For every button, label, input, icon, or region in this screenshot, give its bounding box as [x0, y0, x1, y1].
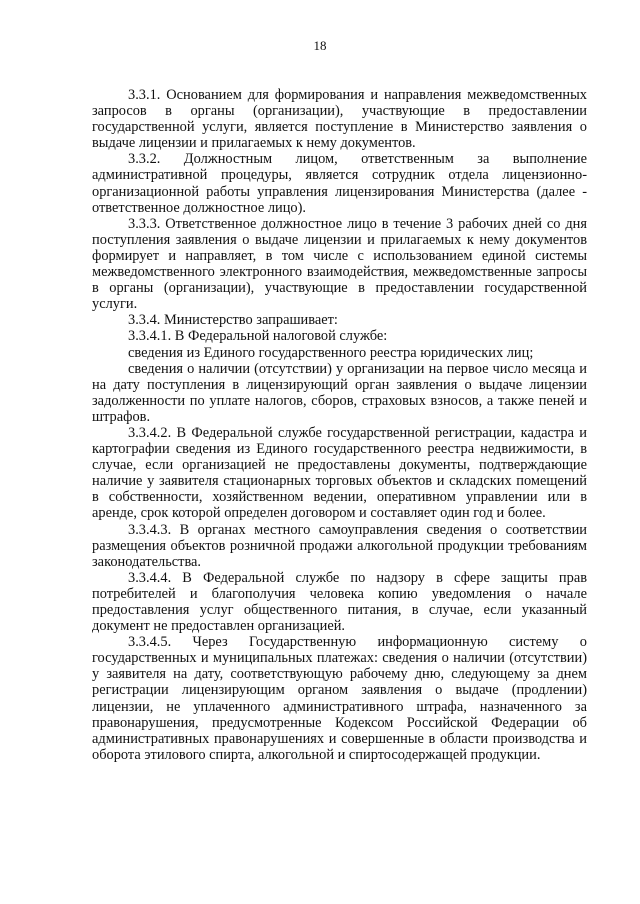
paragraph-3-3-1: 3.3.1. Основанием для формирования и направления межведомственных запросов в органы (организации), участвующие в предоставлении государственной услуги, является поступление в Министерство заявления о выдаче лицензии и прилагаемых к нему документов.: [92, 87, 587, 152]
paragraph-3-3-4: 3.3.4. Министерство запрашивает:: [128, 312, 338, 329]
paragraph-3-3-3: 3.3.3. Ответственное должностное лицо в течение 3 рабочих дней со дня поступления заявления о выдаче лицензии и прилагаемых к нему документов формирует и направляет, в том числе с использованием единой системы межведомственного электронного взаимодействия, межведомственные запросы в органы (организации), участвующие в предоставлении государственной услуги.: [92, 215, 587, 313]
paragraph-tax-debt-item: сведения о наличии (отсутствии) у организации на первое число месяца и на дату поступления в лицензирующий орган заявления о выдаче лицензии задолженности по уплате налогов, сборов, страховых взносов, а также пеней и штрафов.: [92, 360, 587, 425]
paragraph-3-3-2: 3.3.2. Должностным лицом, ответственным за выполнение административной процедуры, является сотрудник отдела лицензионно-организационной работы управления лицензирования Министерства (далее - ответственное должностное лицо).: [92, 151, 587, 216]
paragraph-egrul-item: сведения из Единого государственного реестра юридических лиц;: [128, 344, 534, 361]
document-body: [92, 87, 587, 763]
paragraph-3-3-4-3: 3.3.4.3. В органах местного самоуправления сведения о соответствии размещения объектов розничной продажи алкогольной продукции требованиям законодательства.: [92, 521, 587, 570]
paragraph-3-3-4-5: 3.3.4.5. Через Государственную информационную систему о государственных и муниципальных платежах: сведения о наличии (отсутствии) у заявителя на дату, соответствующую рабочему дню, следующему за днем регистрации лицензирующим органом заявления о выдаче (продлении) лицензии, не уплаченного административного штрафа, назначенного за правонарушения, предусмотренные Кодексом Российской Федерации об административных правонарушениях и совершенные в области производства и оборота этилового спирта, алкогольной и спиртосодержащей продукции.: [92, 634, 587, 763]
page-number: 18: [313, 38, 327, 53]
paragraph-3-3-4-2: 3.3.4.2. В Федеральной службе государственной регистрации, кадастра и картографии сведения из Единого государственного реестра недвижимости, в случае, если организацией не предоставлены документы, подтверждающие наличие у заявителя стационарных торговых объектов и складских помещений в собственности, хозяйственном ведении, оперативном управлении или в аренде, срок которой определен договором и составляет один год и более.: [92, 424, 587, 522]
paragraph-3-3-4-4: 3.3.4.4. В Федеральной службе по надзору в сфере защиты прав потребителей и благополучия человека копию уведомления о начале предоставления услуг общественного питания, в случае, если указанный документ не предоставлен организацией.: [92, 569, 587, 635]
paragraph-3-3-4-1: 3.3.4.1. В Федеральной налоговой службе:: [128, 328, 388, 345]
